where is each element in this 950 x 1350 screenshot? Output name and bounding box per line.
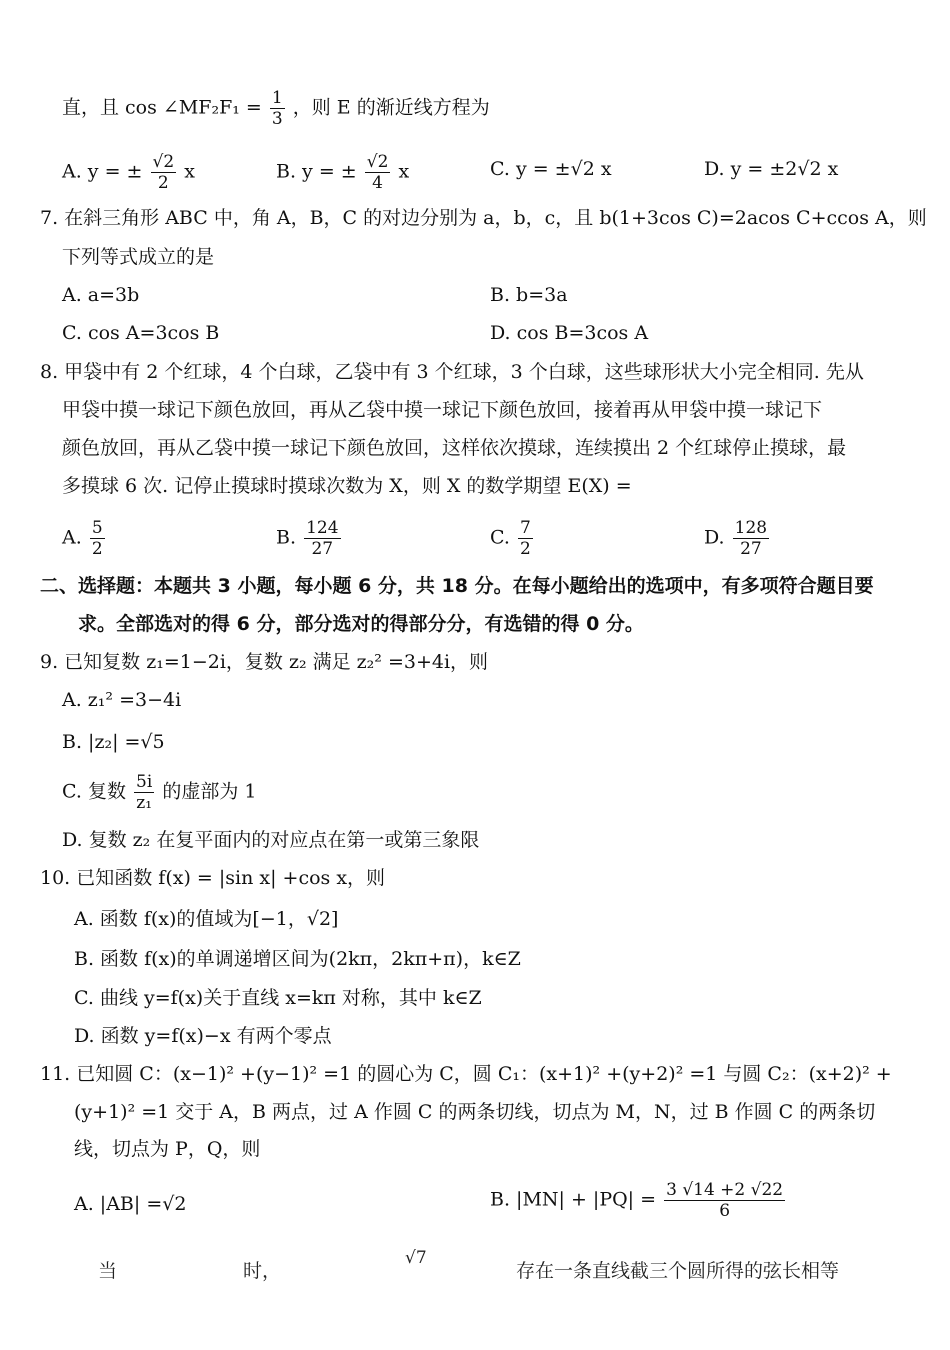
- q8-a-den: 2: [91, 539, 103, 559]
- q8-b-fraction: [304, 518, 340, 559]
- q6-b-fraction: [365, 152, 391, 193]
- q8-option-d: [704, 518, 771, 559]
- q6-b-suffix: x: [398, 160, 410, 183]
- q9-option-b: B. |z₂| =√5: [62, 731, 165, 753]
- q8-line-4: 多摸球 6 次. 记停止摸球时摸球次数为 X，则 X 的数学期望 E(X) =: [62, 475, 632, 497]
- q6-a-fraction: [151, 152, 177, 193]
- q9-option-a: A. z₁² =3−4i: [62, 689, 182, 711]
- q10-stem: 10. 已知函数 f(x) = |sin x| +cos x，则: [40, 867, 386, 889]
- q6-frac-den: 3: [271, 109, 283, 129]
- q11-line-3: 线，切点为 P，Q，则: [74, 1138, 261, 1160]
- q6-option-c: C. y = ±√2 x: [490, 158, 612, 180]
- q11-b-den: 6: [664, 1200, 785, 1221]
- q11-line-1: 11. 已知圆 C：(x−1)² +(y−1)² =1 的圆心为 C，圆 C₁：(x+1)² +(y+2)² =1 与圆 C₂：(x+2)² +: [40, 1063, 892, 1085]
- q8-c-num: 7: [519, 518, 531, 538]
- q10-option-a: A. 函数 f(x)的值域为[−1，√2]: [74, 908, 339, 930]
- q9-c-prefix: C. 复数: [62, 780, 126, 803]
- q7-line-1: 7. 在斜三角形 ABC 中，角 A，B，C 的对边分别为 a，b，c，且 b(1+3cos C)=2acos C+ccos A，则: [40, 207, 927, 229]
- q9-c-suffix: 的虚部为 1: [162, 780, 257, 803]
- q6-fraction: [270, 88, 285, 129]
- q6-a-num: √2: [152, 152, 175, 172]
- q11-option-c-word-2: 时，: [243, 1260, 282, 1282]
- q6-b-den: 4: [365, 172, 391, 193]
- q8-option-a: [62, 518, 107, 559]
- q9-option-d: D. 复数 z₂ 在复平面内的对应点在第一或第三象限: [62, 829, 480, 851]
- q6-text-a: 直，且 cos ∠MF₂F₁ =: [62, 96, 262, 119]
- q8-b-den: 27: [304, 538, 340, 559]
- q6-option-b: [276, 152, 409, 193]
- q9-c-fraction: [134, 772, 154, 813]
- q9-c-den: z₁: [134, 792, 154, 813]
- section-2-heading-line-2: 求。全部选对的得 6 分，部分选对的得部分分，有选错的得 0 分。: [78, 613, 644, 635]
- q8-line-2: 甲袋中摸一球记下颜色放回，再从乙袋中摸一球记下颜色放回，接着再从甲袋中摸一球记下: [62, 399, 823, 421]
- q6-a-suffix: x: [184, 160, 195, 183]
- q8-option-b: [276, 518, 343, 559]
- q6-option-d: D. y = ±2√2 x: [704, 158, 839, 180]
- q8-line-1: 8. 甲袋中有 2 个红球，4 个白球，乙袋中有 3 个红球，3 个白球，这些球形状大小完全相同. 先从: [40, 361, 864, 383]
- q11-option-c-word-1: 当: [98, 1260, 118, 1282]
- q11-option-b: [490, 1180, 787, 1221]
- q11-b-prefix: B. |MN| + |PQ| =: [490, 1188, 657, 1211]
- q11-b-fraction: [664, 1180, 785, 1221]
- q6-stem-line: [62, 88, 490, 129]
- q10-option-d: D. 函数 y=f(x)−x 有两个零点: [74, 1025, 332, 1047]
- q6-text-b: ，则 E 的渐近线方程为: [292, 96, 490, 119]
- q8-c-label: C.: [490, 526, 510, 549]
- q9-c-num: 5i: [136, 772, 153, 792]
- q6-b-prefix: B. y = ±: [276, 160, 357, 183]
- q7-option-d: D. cos B=3cos A: [490, 322, 649, 344]
- q8-c-fraction: [518, 518, 533, 559]
- q8-option-c: [490, 518, 535, 559]
- q8-b-num: 124: [306, 518, 339, 538]
- q6-b-num: √2: [366, 152, 389, 172]
- q8-d-fraction: [733, 518, 769, 559]
- q6-option-a: [62, 152, 195, 193]
- q7-line-2: 下列等式成立的是: [62, 246, 215, 268]
- q9-stem: 9. 已知复数 z₁=1−2i，复数 z₂ 满足 z₂² =3+4i，则: [40, 651, 489, 673]
- q11-option-c-sqrt7: √7: [405, 1248, 427, 1268]
- q8-line-3: 颜色放回，再从乙袋中摸一球记下颜色放回，这样依次摸球，连续摸出 2 个红球停止摸球，最: [62, 437, 847, 459]
- q7-option-b: B. b=3a: [490, 284, 568, 306]
- q6-frac-num: 1: [271, 88, 283, 108]
- q7-option-a: A. a=3b: [62, 284, 140, 306]
- q8-d-label: D.: [704, 526, 725, 549]
- q10-option-c: C. 曲线 y=f(x)关于直线 x=kπ 对称，其中 k∈Z: [74, 987, 482, 1009]
- q6-a-den: 2: [151, 172, 177, 193]
- q9-option-c: [62, 772, 256, 813]
- q11-option-c-word-3: 存在一条直线截三个圆所得的弦长相等: [516, 1260, 840, 1282]
- q11-b-num: 3 √14 +2 √22: [666, 1180, 784, 1200]
- section-2-heading-line-1: 二、选择题：本题共 3 小题，每小题 6 分，共 18 分。在每小题给出的选项中，有多项符合题目要: [40, 575, 874, 597]
- q10-option-b: B. 函数 f(x)的单调递增区间为(2kπ，2kπ+π)，k∈Z: [74, 948, 521, 970]
- q8-d-den: 27: [733, 538, 769, 559]
- q6-a-prefix: A. y = ±: [62, 160, 143, 183]
- q8-a-label: A.: [62, 526, 82, 549]
- q8-b-label: B.: [276, 526, 297, 549]
- q8-c-den: 2: [519, 539, 531, 559]
- q11-line-2: (y+1)² =1 交于 A，B 两点，过 A 作圆 C 的两条切线，切点为 M，N，过 B 作圆 C 的两条切: [74, 1101, 876, 1123]
- q11-option-a: A. |AB| =√2: [74, 1193, 187, 1215]
- q7-option-c: C. cos A=3cos B: [62, 322, 220, 344]
- q8-a-fraction: [90, 518, 105, 559]
- q8-d-num: 128: [734, 518, 768, 538]
- q8-a-num: 5: [91, 518, 103, 538]
